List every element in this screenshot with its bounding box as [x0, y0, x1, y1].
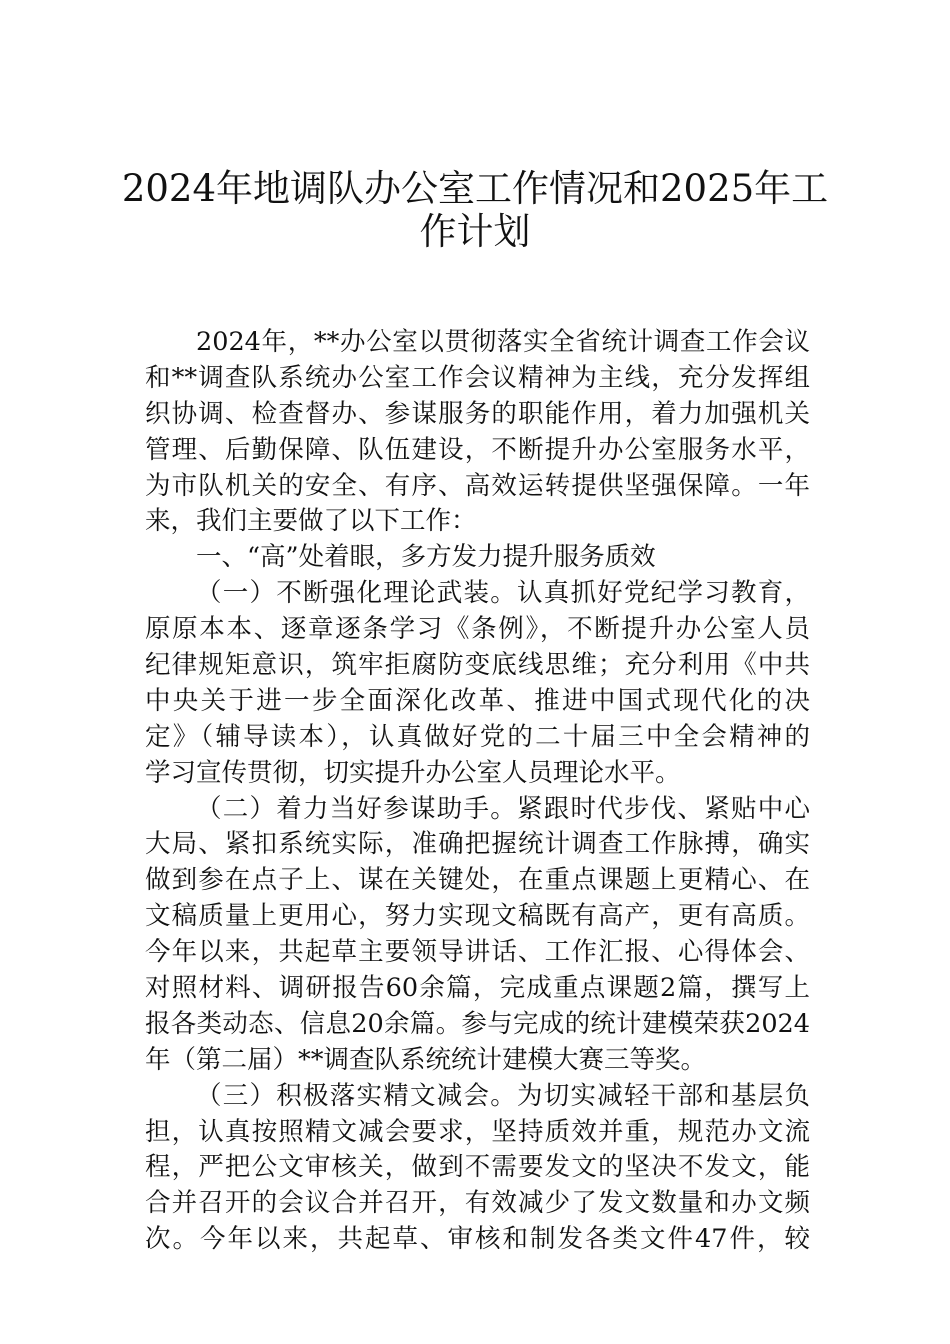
paragraph-line: 今年以来，共起草主要领导讲话、工作汇报、心得体会、 [145, 937, 810, 968]
paragraph-line: 和**调查队系统办公室工作会议精神为主线，充分发挥组 [145, 362, 810, 393]
document-title-line-2: 作计划 [419, 210, 531, 253]
paragraph-line: 大局、紧扣系统实际，准确把握统计调查工作脉搏，确实 [145, 829, 810, 860]
paragraph-line: 来，我们主要做了以下工作： [145, 506, 477, 537]
section-heading: 一、“高”处着眼，多方发力提升服务质效 [196, 542, 656, 573]
paragraph-line: 文稿质量上更用心，努力实现文稿既有高产，更有高质。 [145, 901, 810, 932]
paragraph-line: 学习宣传贯彻，切实提升办公室人员理论水平。 [145, 757, 681, 788]
paragraph-line: 织协调、检查督办、参谋服务的职能作用，着力加强机关 [145, 398, 810, 429]
paragraph-line: 原原本本、逐章逐条学习《条例》，不断提升办公室人员 [145, 614, 810, 645]
paragraph-line: 定》（辅导读本），认真做好党的二十届三中全会精神的 [145, 721, 810, 752]
paragraph-line: 对照材料、调研报告60余篇，完成重点课题2篇，撰写上 [145, 973, 810, 1004]
paragraph-line: 管理、后勤保障、队伍建设，不断提升办公室服务水平， [145, 434, 810, 465]
paragraph-line: 纪律规矩意识，筑牢拒腐防变底线思维；充分利用《中共 [145, 650, 810, 681]
paragraph-line: 报各类动态、信息20余篇。参与完成的统计建模荣获2024 [145, 1008, 810, 1039]
paragraph-line: （三）积极落实精文减会。为切实减轻干部和基层负 [196, 1080, 810, 1111]
paragraph-line: 年（第二届）**调查队系统统计建模大赛三等奖。 [145, 1044, 707, 1075]
paragraph-line: 2024年，**办公室以贯彻落实全省统计调查工作会议 [196, 327, 810, 357]
paragraph-line: 担，认真按照精文减会要求，坚持质效并重，规范办文流 [145, 1116, 810, 1147]
document-body [145, 325, 810, 1258]
paragraph-line: 中央关于进一步全面深化改革、推进中国式现代化的决 [145, 685, 810, 716]
paragraph-line: 做到参在点子上、谋在关键处，在重点课题上更精心、在 [145, 865, 810, 896]
paragraph-line: （二）着力当好参谋助手。紧跟时代步伐、紧贴中心 [196, 793, 810, 824]
paragraph-line: （一）不断强化理论武装。认真抓好党纪学习教育， [196, 578, 810, 609]
document-title-line-1: 2024年地调队办公室工作情况和2025年工 [121, 167, 829, 210]
paragraph-line: 次。今年以来，共起草、审核和制发各类文件47件，较 [145, 1224, 810, 1255]
paragraph-line: 为市队机关的安全、有序、高效运转提供坚强保障。一年 [145, 470, 810, 501]
paragraph-line: 程，严把公文审核关，做到不需要发文的坚决不发文，能 [145, 1152, 810, 1183]
paragraph-line: 合并召开的会议合并召开，有效减少了发文数量和办文频 [145, 1188, 810, 1219]
